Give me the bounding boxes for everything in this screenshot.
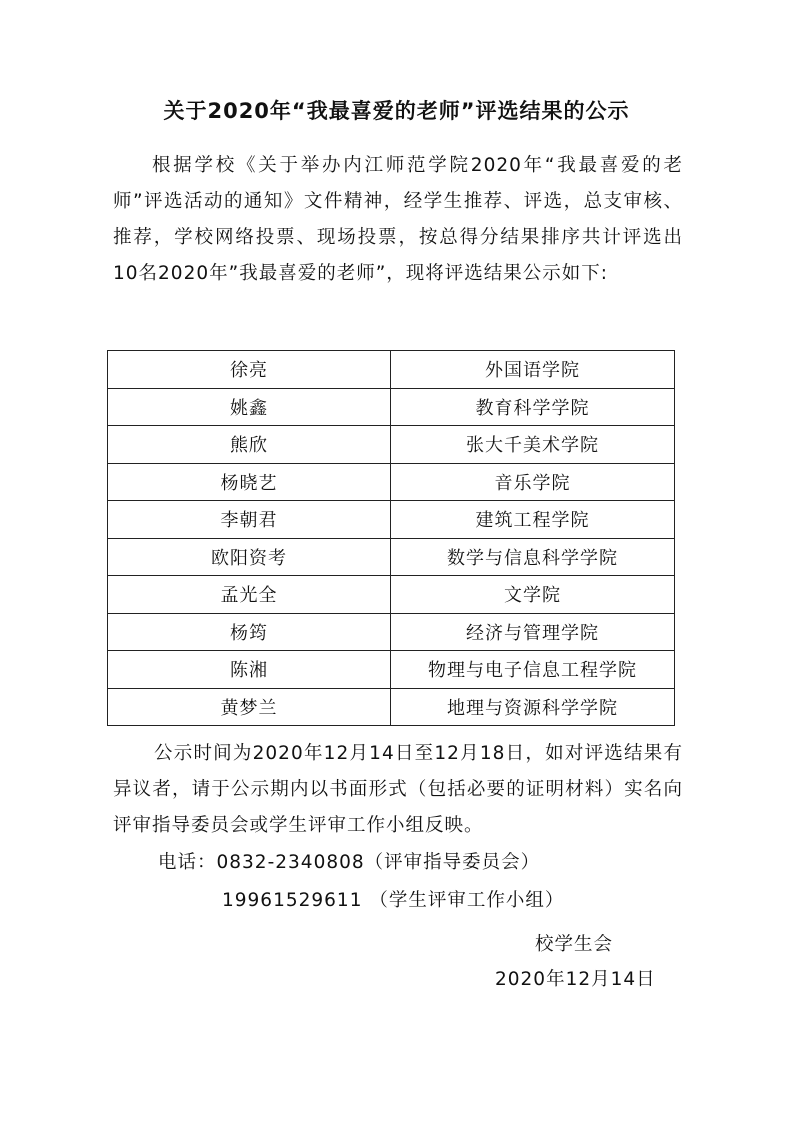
teacher-name: 黄梦兰 [108,688,391,726]
teacher-name: 欧阳资考 [108,538,391,576]
teacher-name: 姚鑫 [108,388,391,426]
issue-date: 2020年12月14日 [495,969,656,990]
teacher-college: 外国语学院 [391,351,675,389]
contact-phone-student-group: 19961529611 （学生评审工作小组） [222,890,565,911]
table-row [108,538,675,576]
teacher-table [107,350,675,726]
contact-phone-committee: 电话：0832-2340808（评审指导委员会） [158,852,541,873]
teacher-college: 数学与信息科学学院 [391,538,675,576]
teacher-name: 李朝君 [108,501,391,539]
issuer-signature: 校学生会 [535,934,614,955]
teacher-college: 地理与资源科学学院 [391,688,675,726]
notice-paragraph: 公示时间为2020年12月14日至12月18日，如对评选结果有异议者，请于公示期内以书面形式（包括必要的证明材料）实名向评审指导委员会或学生评审工作小组反映。 [113,743,683,836]
teacher-name: 杨筠 [108,613,391,651]
table-row [108,613,675,651]
table-row [108,351,675,389]
table-row [108,426,675,464]
teacher-name: 孟光全 [108,576,391,614]
table-row [108,576,675,614]
teacher-college: 音乐学院 [391,463,675,501]
teacher-name: 熊欣 [108,426,391,464]
teacher-college: 建筑工程学院 [391,501,675,539]
teacher-name: 杨晓艺 [108,463,391,501]
table-row [108,651,675,689]
teacher-college: 张大千美术学院 [391,426,675,464]
teacher-name: 陈湘 [108,651,391,689]
teacher-college: 文学院 [391,576,675,614]
table-row [108,463,675,501]
teacher-name: 徐亮 [108,351,391,389]
document-title: 关于2020年“我最喜爱的老师”评选结果的公示 [163,99,630,123]
table-row [108,501,675,539]
intro-paragraph: 根据学校《关于举办内江师范学院2020年“我最喜爱的老师”评选活动的通知》文件精神，经学生推荐、评选，总支审核、推荐，学校网络投票、现场投票，按总得分结果排序共计评选出10名2020年”我最喜爱的老师”，现将评选结果公示如下: [113,155,683,284]
table-row [108,688,675,726]
teacher-college: 经济与管理学院 [391,613,675,651]
teacher-college: 教育科学学院 [391,388,675,426]
table-row [108,388,675,426]
teacher-college: 物理与电子信息工程学院 [391,651,675,689]
